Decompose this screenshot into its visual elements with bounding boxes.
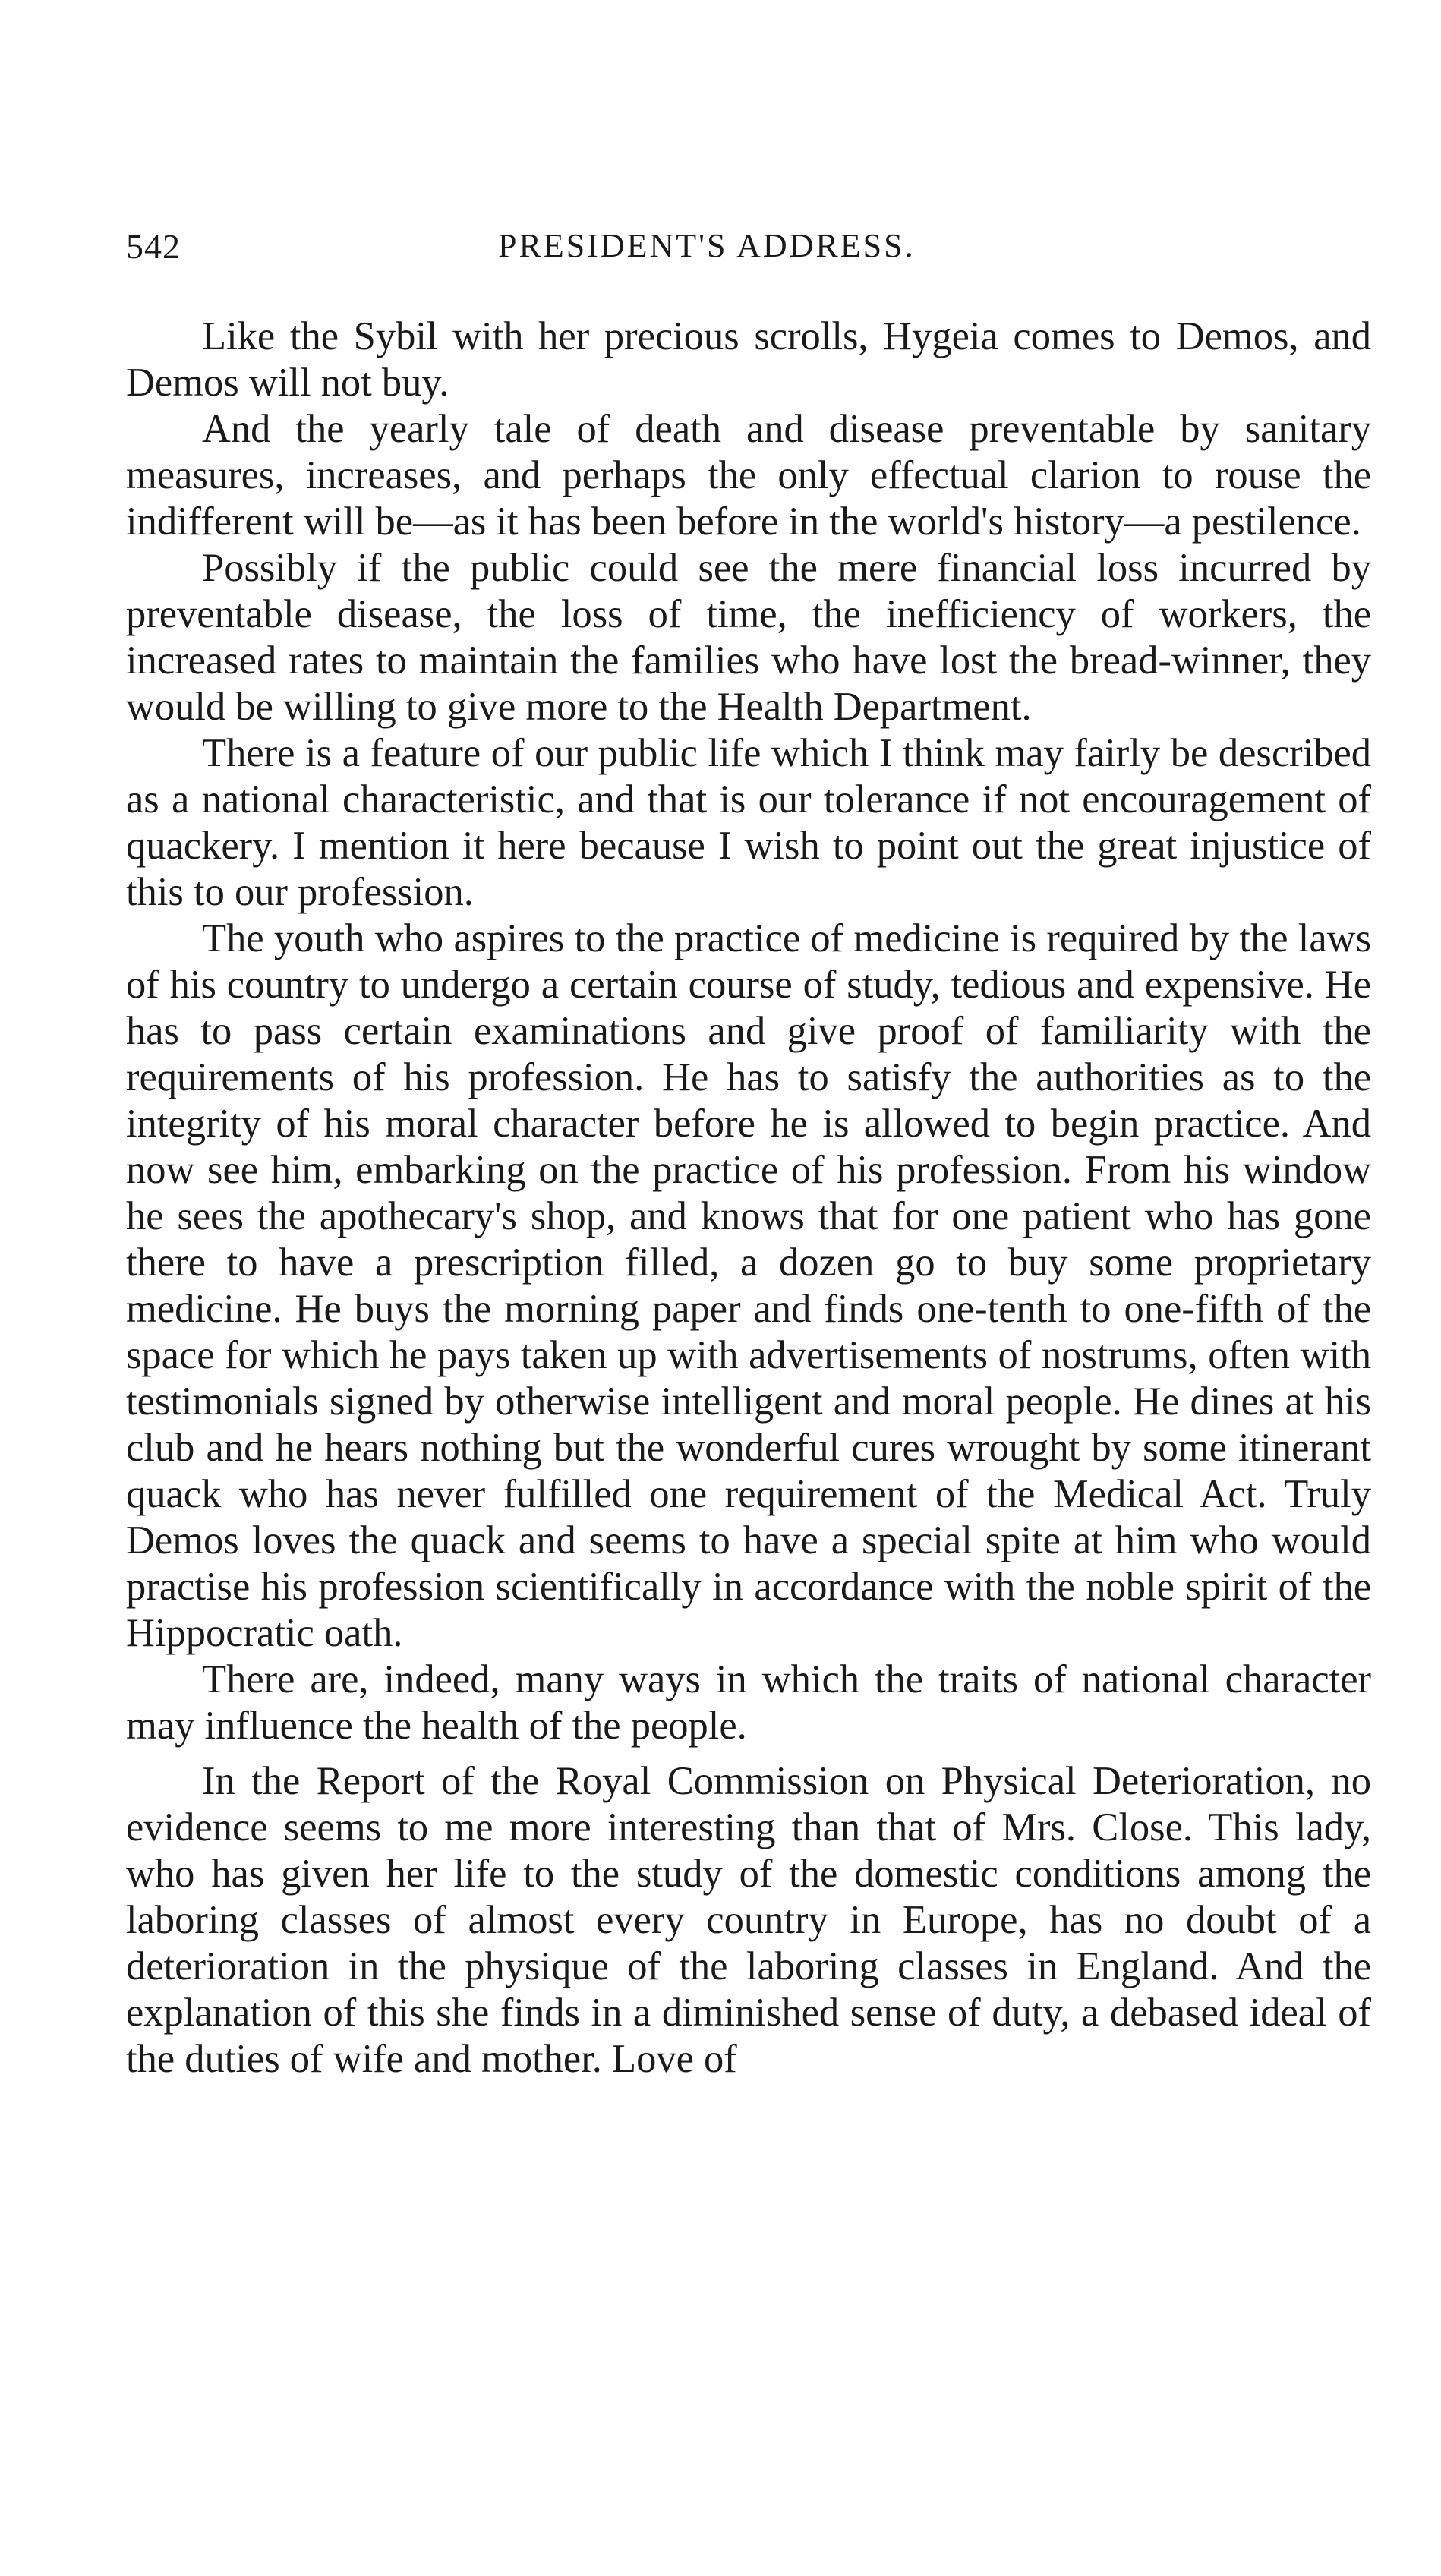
running-title: PRESIDENT'S ADDRESS. <box>498 227 916 264</box>
paragraph-4: There is a feature of our public life which I think may fairly be described as a national characteristic, and that is our tolerance if not encouragement of quackery. I mention it here because I wish to point out the great injustice of this to our profession. <box>126 731 1371 914</box>
paragraph-3: Possibly if the public could see the mere financial loss incurred by preventable disease, the loss of time, the inefficiency of workers, the increased rates to maintain the families who have lost the bread-winner, they would be willing to give more to the Health Department. <box>126 546 1371 729</box>
body-text <box>126 314 1371 2083</box>
page-number: 542 <box>126 227 181 266</box>
paragraph-2: And the yearly tale of death and disease preventable by sanitary measures, increases, and perhaps the only effectual clarion to rouse the indifferent will be—as it has been before in the world's history—a pestilence. <box>126 407 1371 544</box>
paragraph-5: The youth who aspires to the practice of medicine is required by the laws of his country to undergo a certain course of study, tedious and expensive. He has to pass certain examinations and give proof of familiarity with the requirements of his profession. He has to satisfy the authorities as to the integrity of his moral character before he is allowed to begin practice. And now see him, embarking on the practice of his profession. From his window he sees the apothecary's shop, and knows that for one patient who has gone there to have a prescription filled, a dozen go to buy some proprietary medicine. He buys the morning paper and finds one-tenth to one-fifth of the space for which he pays taken up with advertisements of nostrums, often with testimonials signed by otherwise intelligent and moral people. He dines at his club and he hears nothing but the wonderful cures wrought by some itinerant quack who has never fulfilled one requirement of the Medical Act. Truly Demos loves the quack and seems to have a special spite at him who would practise his profession scientifically in accordance with the noble spirit of the Hippocratic oath. <box>126 916 1371 1655</box>
paragraph-6: There are, indeed, many ways in which the traits of national character may influence the health of the people. <box>126 1657 1371 1748</box>
paragraph-7: In the Report of the Royal Commission on Physical Deterioration, no evidence seems to me more interesting than that of Mrs. Close. This lady, who has given her life to the study of the domestic conditions among the laboring classes of almost every country in Europe, has no doubt of a deterioration in the physique of the laboring classes in England. And the explanation of this she finds in a diminished sense of duty, a debased ideal of the duties of wife and mother. Love of <box>126 1759 1371 2081</box>
page-header <box>126 226 1371 279</box>
paragraph-1: Like the Sybil with her precious scrolls, Hygeia comes to Demos, and Demos will not buy. <box>126 314 1371 405</box>
